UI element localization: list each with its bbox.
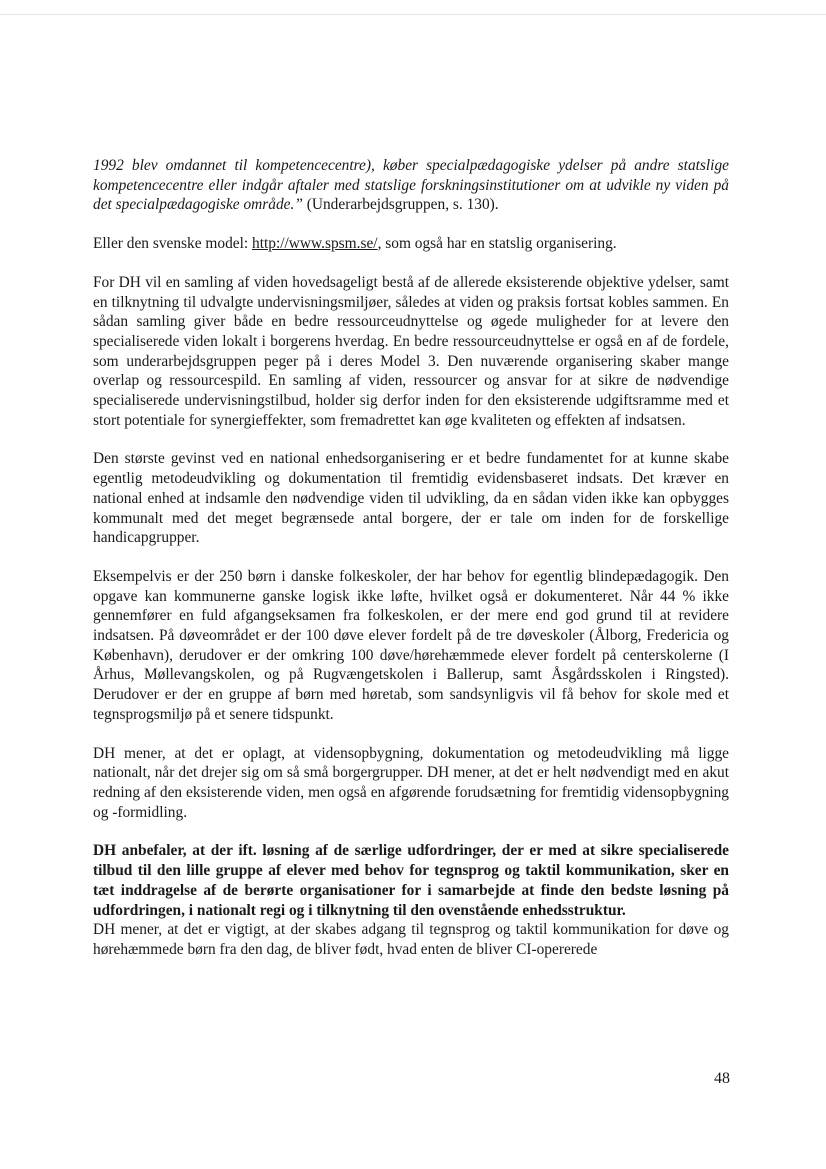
paragraph-eksempelvis: Eksempelvis er der 250 børn i danske folkeskoler, der har behov for egentlig blindepædagogik. Den opgave kan kommunerne ganske logisk ikke løfte, hvilket også er dokumenteret. Når 44 % ikke gennemfører en fuld afgangseksamen fra folkeskolen, er der mere end god grund til at revidere indsatsen. På døveområdet er der 100 døve elever fordelt på de tre døveskoler (Ålborg, Fredericia og København), derudover er der omkring 100 døve/hørehæmmede elever fordelt på centerskolerne (I Århus, Møllevangskolen, og på Rugvængetskolen i Ballerup, samt Åsgårdsskolen i Ringsted). Derudover er der en gruppe af børn med høretab, som sandsynligvis vil få behov for skole med et tegnsprogsmiljø på et senere tidspunkt. — [93, 567, 729, 723]
swedish-model-prefix: Eller den svenske model: — [93, 235, 252, 253]
recommendation-paragraph: DH anbefaler, at der ift. løsning af de særlige udfordringer, der er med at sikre specialiserede tilbud til den lille gruppe af elever med behov for tegnsprog og taktil kommunikation, sker en tæt inddragelse af de berørte organisationer for i samarbejde at finde den bedste løsning på udfordringen, i nationalt regi og i tilknytning til den ovenstående enhedsstruktur. — [93, 842, 729, 919]
quote-citation: (Underarbejdsgruppen, s. 130). — [302, 196, 499, 214]
closing-paragraph: DH mener, at det er vigtigt, at der skabes adgang til tegnsprog og taktil kommunikation for døve og hørehæmmede børn fra den dag, de bliver født, hvad enten de bliver CI-opererede — [93, 921, 729, 958]
spsm-link[interactable]: http://www.spsm.se/ — [252, 235, 378, 253]
swedish-model-suffix: , som også har en statslig organisering. — [377, 235, 617, 253]
paragraph-samling: For DH vil en samling af viden hovedsageligt bestå af de allerede eksisterende objektive ydelser, samt en tilknytning til udvalgte undervisningsmiljøer, således at viden og praksis fortsat kobles sammen. En sådan samling giver både en bedre ressourceudnyttelse og øgede muligheder for at levere den specialiserede viden lokalt i borgerens hverdag. En bedre ressourceudnyttelse er også en af de fordele, som underarbejdsgruppen peger på i deres Model 3. Den nuværende organisering skaber mange overlap og ressourcespild. En samling af viden, ressourcer og ansvar for at sikre de nødvendige specialiserede undervisningstilbud, holder sig derfor inden for den eksisterende udgiftsramme med et stort potentiale for synergieffekter, som fremadrettet kan øge kvaliteten og effekten af indsatsen. — [93, 273, 729, 429]
quote-italic-text: 1992 blev omdannet til kompetencecentre), køber specialpædagogiske ydelser på andre statslige kompetencecentre eller indgår aftaler med statslige forskningsinstitutioner om at udvikle ny viden på det specialpædagogiske område.” — [93, 157, 729, 214]
paragraph-gevinst: Den største gevinst ved en national enhedsorganisering er et bedre fundamentet for at kunne skabe egentlig metodeudvikling og dokumentation til fremtidig evidensbaseret indsats. Det kræver en national enhed at indsamle den nødvendige viden til udvikling, da en sådan viden ikke kan opbygges kommunalt med det meget begrænsede antal borgere, der er tale om inden for de forskellige handicapgrupper. — [93, 450, 729, 547]
quote-paragraph — [93, 156, 729, 215]
paragraph-dh-mener: DH mener, at det er oplagt, at vidensopbygning, dokumentation og metodeudvikling må ligge nationalt, når det drejer sig om så små borgergrupper. DH mener, at det er helt nødvendigt med en akut redning af den eksisterende viden, men også en afgørende forudsætning for fremtidig vidensopbygning og -formidling. — [93, 744, 729, 821]
top-divider — [0, 14, 826, 15]
document-body — [93, 156, 729, 960]
page-number: 48 — [714, 1070, 730, 1087]
swedish-model-paragraph — [93, 234, 729, 254]
